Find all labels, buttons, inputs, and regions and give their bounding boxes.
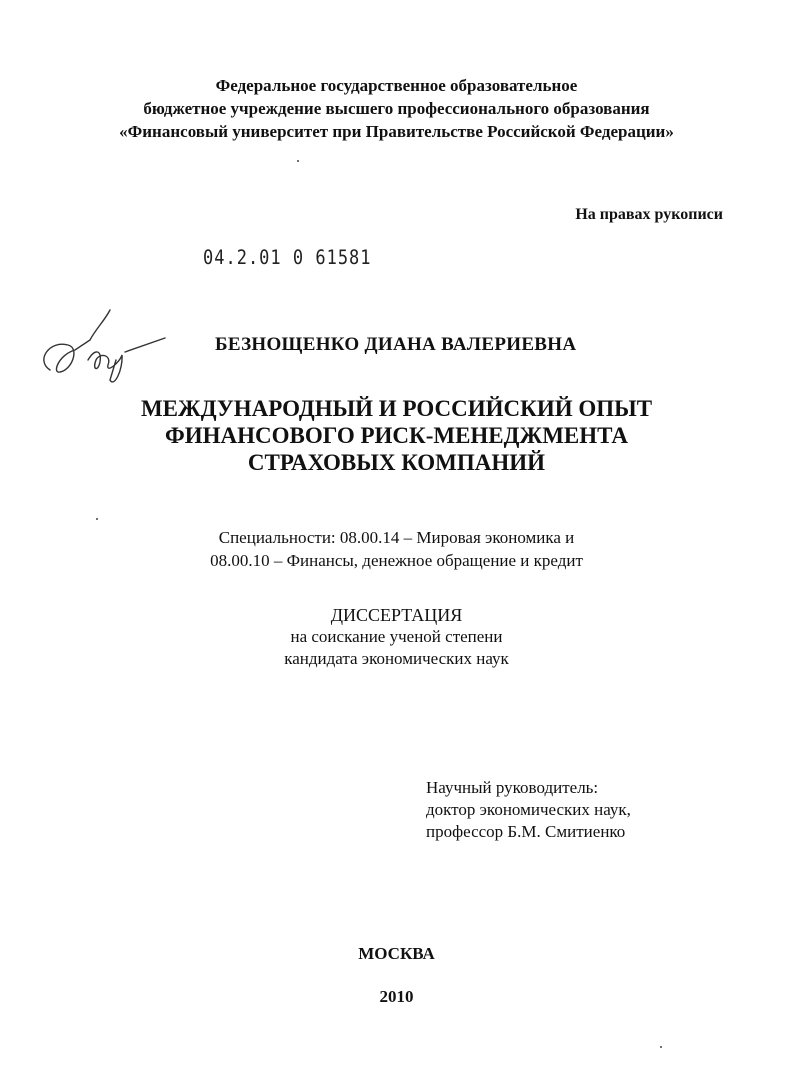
handwritten-signature bbox=[30, 300, 170, 390]
scan-speck bbox=[96, 518, 98, 520]
supervisor-degree: доктор экономических наук, bbox=[426, 800, 631, 819]
specialty-line-2: 08.00.10 – Финансы, денежное обращение и кредит bbox=[210, 551, 583, 570]
institution-header bbox=[0, 74, 793, 143]
title-line-2: ФИНАНСОВОГО РИСК-МЕНЕДЖМЕНТА bbox=[165, 423, 628, 448]
scan-speck bbox=[660, 1046, 662, 1048]
degree-line-1: на соискание ученой степени bbox=[290, 627, 503, 646]
scan-speck bbox=[297, 160, 299, 162]
manuscript-note: На правах рукописи bbox=[575, 206, 723, 223]
dissertation-title bbox=[0, 395, 793, 476]
registration-number: 04.2.01 0 61581 bbox=[203, 246, 372, 270]
title-line-3: СТРАХОВЫХ КОМПАНИЙ bbox=[247, 450, 546, 475]
institution-line-1: Федеральное государственное образовательное bbox=[215, 76, 578, 95]
specialties bbox=[0, 526, 793, 572]
supervisor-block bbox=[426, 777, 631, 843]
supervisor-name: профессор Б.М. Смитиенко bbox=[426, 822, 626, 841]
dissertation-heading: ДИССЕРТАЦИЯ bbox=[330, 605, 463, 625]
author-name: БЕЗНОЩЕНКО ДИАНА ВАЛЕРИЕВНА bbox=[215, 334, 577, 355]
dissertation-block bbox=[0, 604, 793, 670]
title-line-1: МЕЖДУНАРОДНЫЙ И РОССИЙСКИЙ ОПЫТ bbox=[140, 396, 653, 421]
institution-line-2: бюджетное учреждение высшего профессионального образования bbox=[143, 99, 650, 118]
institution-line-3: «Финансовый университет при Правительстве Российской Федерации» bbox=[119, 122, 674, 141]
supervisor-label: Научный руководитель: bbox=[426, 778, 599, 797]
year: 2010 bbox=[379, 987, 414, 1006]
city: МОСКВА bbox=[358, 944, 435, 963]
specialty-line-1: Специальности: 08.00.14 – Мировая экономика и bbox=[218, 528, 575, 547]
degree-line-2: кандидата экономических наук bbox=[284, 649, 509, 668]
